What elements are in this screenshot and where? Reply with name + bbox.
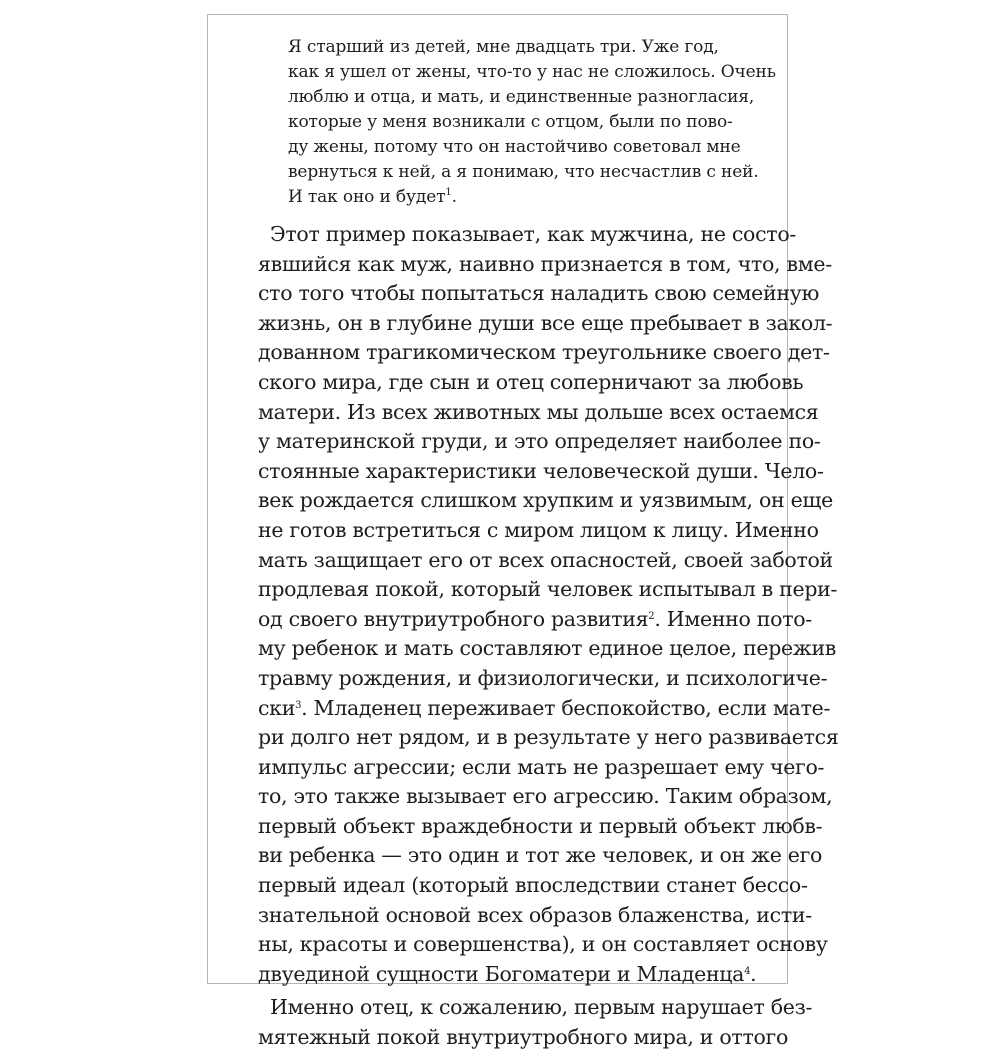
paragraph-line: Именно отец, к сожалению, первым нарушает без- xyxy=(270,995,813,1020)
line-text: двуединой сущности Богоматери и Младенца xyxy=(258,961,745,986)
footnote-ref: 2 xyxy=(648,610,655,622)
paragraph-line xyxy=(258,605,812,635)
paragraph-line: мать защищает его от всех опасностей, своей заботой xyxy=(258,547,833,572)
paragraph-line: му ребенок и мать составляют единое целое, пережив xyxy=(258,636,837,661)
quote-block xyxy=(288,35,776,210)
paragraph-line xyxy=(258,694,831,724)
paragraph-line: ви ребенка — это один и тот же человек, и он же его xyxy=(258,843,823,868)
quote-line: вернуться к ней, а я понимаю, что несчастлив с ней. xyxy=(288,162,759,182)
paragraph-line: ны, красоты и совершенства), и он составляет основу xyxy=(258,932,828,957)
paragraph-line: мятежный покой внутриутробного мира, и оттого xyxy=(258,1025,789,1050)
page-text xyxy=(208,15,839,1050)
paragraph-line: продлевая покой, который человек испытывал в пери- xyxy=(258,577,838,602)
quote-line-text: И так оно и будет xyxy=(288,187,446,207)
line-text: . Именно пото- xyxy=(654,606,812,631)
paragraph-line: ри долго нет рядом, и в результате у него развивается xyxy=(258,725,839,750)
paragraph-line: дованном трагикомическом треугольнике своего дет- xyxy=(258,340,830,365)
footnote-ref: 1 xyxy=(445,187,452,198)
paragraph-line: импульс агрессии; если мать не разрешает ему чего- xyxy=(258,754,825,779)
quote-line: люблю и отца, и мать, и единственные разногласия, xyxy=(288,87,755,107)
paragraph-line: не готов встретиться с миром лицом к лицу. Именно xyxy=(258,517,819,542)
paragraph-line: век рождается слишком хрупким и уязвимым, он еще xyxy=(258,488,834,513)
paragraph-line: первый объект враждебности и первый объект любв- xyxy=(258,813,823,838)
paragraph-line: первый идеал (который впоследствии станет бессо- xyxy=(258,873,808,898)
quote-line: которые у меня возникали с отцом, были по пово- xyxy=(288,112,733,132)
paragraph-line: знательной основой всех образов блаженства, исти- xyxy=(258,902,812,927)
paragraph-line: у материнской груди, и это определяет наиболее по- xyxy=(258,429,821,454)
footnote-ref: 3 xyxy=(295,699,302,711)
paragraph-line: стоянные характеристики человеческой души. Чело- xyxy=(258,458,824,483)
paragraph-line: то, это также вызывает его агрессию. Таким образом, xyxy=(258,784,833,809)
paragraph-line: травму рождения, и физиологически, и психологиче- xyxy=(258,665,828,690)
line-text: . Младенец переживает беспокойство, если мате- xyxy=(301,695,831,720)
quote-line: Я старший из детей, мне двадцать три. Уже год, xyxy=(288,37,719,57)
paragraph-line: явшийся как муж, наивно признается в том, что, вме- xyxy=(258,251,832,276)
paragraph-line xyxy=(258,960,778,990)
paragraph-line: Этот пример показывает, как мужчина, не состо- xyxy=(270,222,796,246)
book-page xyxy=(207,14,839,1050)
line-text: . xyxy=(750,961,757,986)
paragraph-line: ского мира, где сын и отец соперничают за любовь xyxy=(258,369,804,394)
quote-line: ду жены, потому что он настойчиво советовал мне xyxy=(288,137,741,157)
quote-line-last: И так оно и будет$^1$. xyxy=(288,187,457,207)
body-text xyxy=(258,220,839,1053)
line-text: ски xyxy=(258,695,296,720)
paragraph-line: матери. Из всех животных мы дольше всех остаемся xyxy=(258,399,819,424)
quote-line: как я ушел от жены, что-то у нас не сложилось. Очень xyxy=(288,62,776,82)
footnote-ref: 4 xyxy=(744,965,751,977)
paragraph-line: жизнь, он в глубине души все еще пребывает в закол- xyxy=(258,310,833,335)
paragraph-line: сто того чтобы попытаться наладить свою семейную xyxy=(258,281,820,306)
line-text: од своего внутриутробного развития xyxy=(258,606,649,631)
